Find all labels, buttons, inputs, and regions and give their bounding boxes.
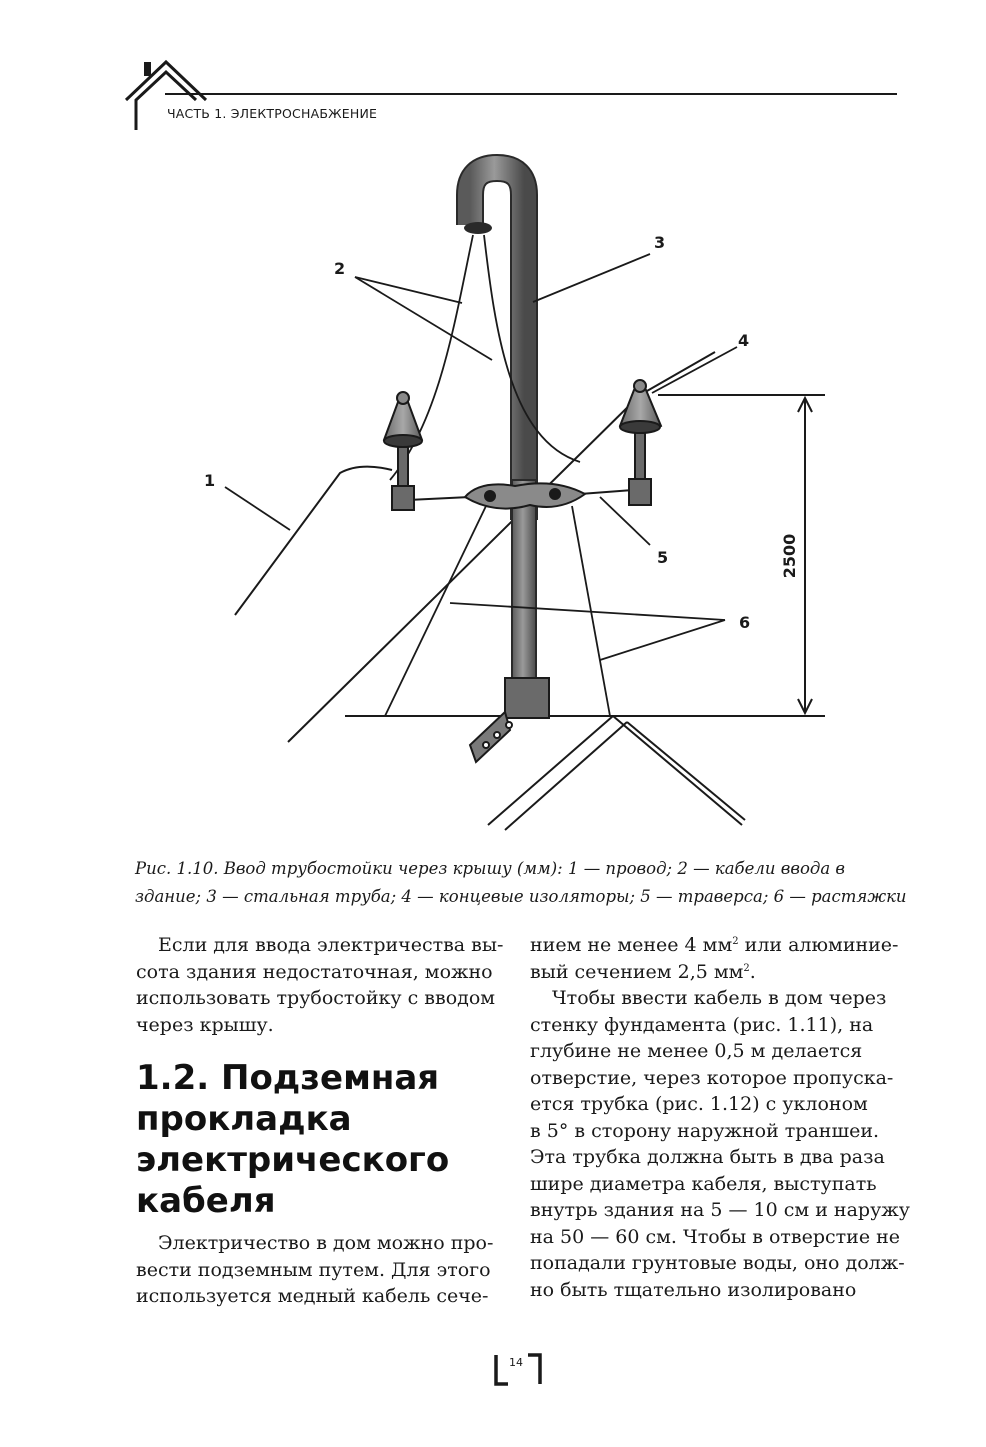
heading-line: 1.2. Подземная [136, 1058, 440, 1098]
text-line: использовать трубостойку с вводом [136, 987, 496, 1009]
roof-lines [345, 716, 825, 830]
steel-pipe [464, 168, 536, 680]
section-heading [136, 1058, 496, 1222]
label-6: 6 [739, 613, 751, 632]
text-line: глубине не менее 0,5 м делается [530, 1040, 863, 1062]
text-line: внутрь здания на 5 — 10 см и наружу [530, 1199, 910, 1221]
pipe-base-bracket [470, 678, 549, 762]
caption-line: здание; 3 — стальная труба; 4 — концевые изоляторы; 5 — траверса; 6 — растяжки [135, 887, 907, 906]
figure-pipe-stand-diagram [0, 150, 986, 850]
text-line: в 5° в сторону наружной траншеи. [530, 1119, 880, 1142]
text-line: отверстие, через которое пропуска- [530, 1066, 894, 1089]
traverse-bracket [408, 483, 633, 508]
text-line: ется трубка (рис. 1.12) с уклоном [530, 1093, 868, 1115]
label-1: 1 [204, 471, 216, 490]
page-number: 14 [509, 1356, 523, 1369]
heading-line: прокладка [136, 1099, 352, 1139]
label-5: 5 [657, 548, 669, 567]
text-line: стенку фундамента (рис. 1.11), на [530, 1013, 874, 1036]
text-line: Электричество в дом можно про- [158, 1232, 494, 1254]
leader-lines [225, 254, 737, 660]
right-column [530, 932, 910, 1303]
right-insulator [620, 380, 661, 505]
text-line: попадали грунтовые воды, оно долж- [530, 1252, 905, 1274]
height-dimension [658, 395, 825, 713]
dimension-label: 2500 [780, 533, 799, 579]
text-line: через крышу. [136, 1013, 274, 1036]
label-2: 2 [334, 259, 346, 278]
label-4: 4 [738, 331, 750, 350]
text-line: Чтобы ввести кабель в дом через [552, 987, 887, 1009]
left-insulator [384, 392, 422, 510]
figure-caption [135, 855, 905, 911]
text-line: сота здания недостаточная, можно [136, 960, 493, 983]
text-line: вый сечением 2,5 $мм^2$. [530, 960, 756, 983]
header-rule [165, 93, 897, 95]
left-column-paragraph [136, 932, 504, 1038]
text-line: но быть тщательно изолировано [530, 1278, 857, 1301]
label-3: 3 [654, 233, 666, 252]
text-line: на 50 — 60 см. Чтобы в отверстие не [530, 1225, 901, 1248]
text-line: шире диаметра кабеля, выступать [530, 1172, 877, 1195]
text-line: вести подземным путем. Для этого [136, 1258, 491, 1281]
left-column-paragraph-2 [136, 1230, 496, 1310]
text-line: Если для ввода электричества вы- [158, 934, 504, 956]
running-head: ЧАСТЬ 1. ЭЛЕКТРОСНАБЖЕНИЕ [167, 106, 378, 121]
text-line: нием не менее 4 $мм^2$ или алюминие- [530, 934, 899, 956]
caption-line: Рис. 1.10. Ввод трубостойки через крышу (мм): 1 — провод; 2 — кабели ввода в [135, 859, 846, 878]
text-line: Эта трубка должна быть в два раза [530, 1146, 885, 1168]
text-line: используется медный кабель сече- [136, 1285, 489, 1307]
heading-line: электрического [136, 1140, 450, 1180]
heading-line: кабеля [136, 1181, 276, 1221]
